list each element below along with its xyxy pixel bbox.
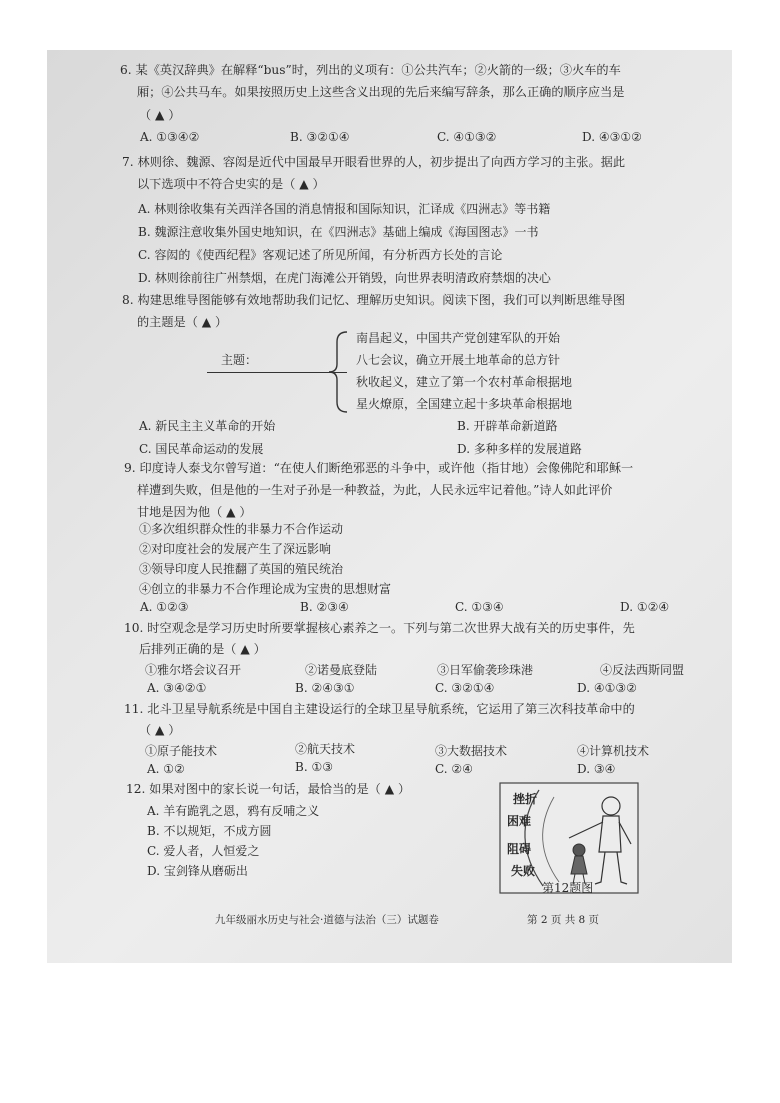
q12-cartoon-figure [499,782,639,894]
q7-option-a: A. 林则徐收集有关西洋各国的消息情报和国际知识，汇译成《四洲志》等书籍 [138,202,551,216]
q8-brace [323,330,353,414]
q11-stem-line2: （ ▲ ） [139,723,181,737]
q10-option-a: A. ③④②① [147,681,207,695]
q9-option-c: C. ①③④ [455,600,504,614]
q6-option-a: A. ①③④② [140,130,200,144]
q7-option-b: B. 魏源注意收集外国史地知识，在《四洲志》基础上编成《海国图志》一书 [138,225,539,239]
q11-option-a: A. ①② [147,762,185,776]
q6-stem-line1: 6. 某《英汉辞典》在解释“bus”时，列出的义项有：①公共汽车；②火箭的一级；③火车的车 [120,63,621,77]
q12-option-b: B. 不以规矩，不成方圆 [147,824,272,838]
q8-branch-1: 南昌起义，中国共产党创建军队的开始 [356,331,561,345]
q8-option-a: A. 新民主主义革命的开始 [139,419,276,433]
q11-item-1: ①原子能技术 [145,744,218,758]
footer-page-number: 第 2 页 共 8 页 [527,914,600,926]
q6-option-b: B. ③②①④ [290,130,350,144]
q11-item-2: ②航天技术 [295,742,356,756]
q10-option-d: D. ④①③② [577,681,637,695]
q8-option-c: C. 国民革命运动的发展 [139,442,264,456]
q10-item-1: ①雅尔塔会议召开 [145,663,242,677]
q7-stem-line2: 以下选项中不符合史实的是（ ▲ ） [137,177,325,191]
q10-stem-line1: 10. 时空观念是学习历史时所要掌握核心素养之一。下列与第二次世界大战有关的历史事件，先 [124,621,635,635]
q8-mind-map [207,325,627,425]
q7-option-c: C. 容闳的《使西纪程》客观记述了所见所闻，有分析西方长处的言论 [138,248,503,262]
q7-option-d: D. 林则徐前往广州禁烟，在虎门海滩公开销毁，向世界表明清政府禁烟的决心 [138,271,551,285]
q6-option-c: C. ④①③② [437,130,497,144]
q11-option-d: D. ③④ [577,762,616,776]
q8-branch-2: 八七会议，确立开展土地革命的总方针 [356,353,561,367]
q12-figure-caption: 第12题图 [542,881,594,895]
q9-item-1: ①多次组织群众性的非暴力不合作运动 [139,522,344,536]
q6-option-d: D. ④③①② [582,130,642,144]
q8-stem-line2: 的主题是（ ▲ ） [137,315,228,329]
q9-stem-line1: 9. 印度诗人泰戈尔曾写道：“在使人们断绝邪恶的斗争中，或许他（指甘地）会像佛陀和耶稣一 [124,461,634,475]
q12-option-d: D. 宝剑锋从磨砺出 [147,864,248,878]
q12-option-c: C. 爱人者，人恒爱之 [147,844,260,858]
q8-branch-4: 星火燎原，全国建立起十多块革命根据地 [356,397,573,411]
q9-option-a: A. ①②③ [140,600,189,614]
q7-stem-line1: 7. 林则徐、魏源、容闳是近代中国最早开眼看世界的人，初步提出了向西方学习的主张。据此 [122,155,626,169]
q12-word-4: 失败 [511,864,536,878]
q12-word-1: 挫折 [513,792,538,806]
q8-theme-label: 主题： [221,353,258,367]
q11-item-4: ④计算机技术 [577,744,650,758]
q10-option-b: B. ②④③① [295,681,355,695]
q6-stem-line2: 厢；④公共马车。如果按照历史上这些含义出现的先后来编写辞条，那么正确的顺序应当是 [137,85,625,99]
q10-stem-line2: 后排列正确的是（ ▲ ） [139,642,266,656]
q12-stem: 12. 如果对图中的家长说一句话，最恰当的是（ ▲ ） [126,782,411,796]
q11-option-b: B. ①③ [295,760,333,774]
q9-option-d: D. ①②④ [620,600,670,614]
q9-item-4: ④创立的非暴力不合作理论成为宝贵的思想财富 [139,582,392,596]
q9-stem-line3: 甘地是因为他（ ▲ ） [137,505,252,519]
q11-stem-line1: 11. 北斗卫星导航系统是中国自主建设运行的全球卫星导航系统，它运用了第三次科技革命中的 [124,702,635,716]
q8-option-d: D. 多种多样的发展道路 [457,442,582,456]
q12-word-3: 阻碍 [507,842,532,856]
q11-item-3: ③大数据技术 [435,744,508,758]
q8-option-b: B. 开辟革命新道路 [457,419,558,433]
q11-option-c: C. ②④ [435,762,473,776]
q10-item-2: ②诺曼底登陆 [305,663,378,677]
q10-option-c: C. ③②①④ [435,681,495,695]
q8-stem-line1: 8. 构建思维导图能够有效地帮助我们记忆、理解历史知识。阅读下图，我们可以判断思维导图 [122,293,626,307]
q10-item-3: ③日军偷袭珍珠港 [437,663,534,677]
q9-stem-line2: 样遭到失败，但是他的一生对子孙是一种教益，为此，人民永远牢记着他。”诗人如此评价 [137,483,613,497]
q9-item-2: ②对印度社会的发展产生了深远影响 [139,542,332,556]
exam-page [47,50,732,963]
q6-stem-line3: （ ▲ ） [139,108,181,122]
q12-word-2: 困难 [507,814,532,828]
q9-item-3: ③领导印度人民推翻了英国的殖民统治 [139,562,344,576]
q9-option-b: B. ②③④ [300,600,349,614]
footer-title: 九年级丽水历史与社会·道德与法治（三）试题卷 [215,914,439,926]
q8-branch-3: 秋收起义，建立了第一个农村革命根据地 [356,375,573,389]
q10-item-4: ④反法西斯同盟 [600,663,685,677]
q12-option-a: A. 羊有跪乳之恩，鸦有反哺之义 [147,804,320,818]
